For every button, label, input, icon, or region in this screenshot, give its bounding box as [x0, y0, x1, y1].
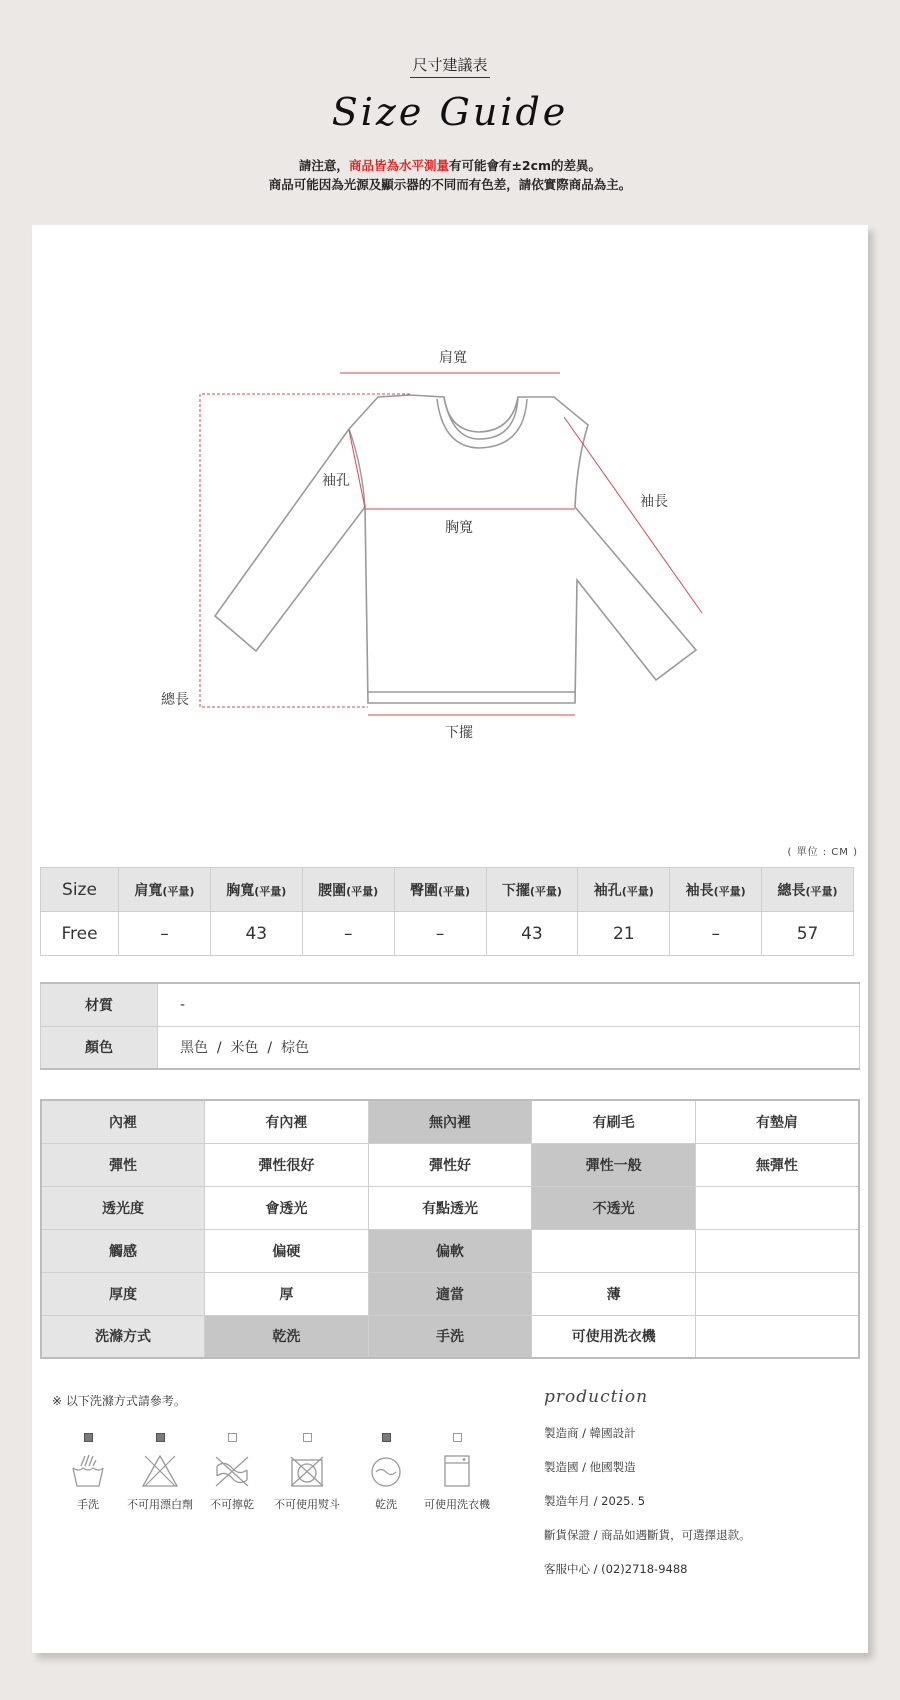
sleeve-line	[564, 417, 702, 613]
collar-outer	[437, 399, 527, 448]
label-hem: 下擺	[445, 725, 473, 741]
label-armhole: 袖孔	[322, 473, 350, 489]
sweater-outline	[215, 395, 696, 703]
attribute-option: 有點透光	[368, 1186, 532, 1229]
care-note: ※ 以下洗滌方式請參考。	[52, 1394, 186, 1408]
attribute-option: 彈性一般	[532, 1143, 696, 1186]
table-row	[41, 912, 854, 956]
attribute-option: 無內裡	[368, 1100, 532, 1143]
attribute-label: 厚度	[41, 1272, 205, 1315]
care-checkbox	[382, 1433, 391, 1442]
col-header: 肩寬(平量)	[119, 868, 211, 912]
page-title: Size Guide	[331, 90, 569, 134]
size-table-header	[41, 868, 854, 912]
no-wring-icon	[213, 1454, 251, 1488]
value-cell: –	[302, 912, 394, 956]
attribute-option: 不透光	[532, 1186, 696, 1229]
material-table	[40, 982, 860, 1070]
material-label: 材質	[41, 983, 158, 1026]
care-item	[120, 1433, 200, 1512]
attribute-option: 會透光	[205, 1186, 369, 1229]
attribute-option	[695, 1315, 859, 1358]
col-header: 胸寬(平量)	[210, 868, 302, 912]
armhole-line	[349, 430, 365, 508]
color-label: 顏色	[41, 1026, 158, 1069]
attribute-label: 彈性	[41, 1143, 205, 1186]
care-label: 乾洗	[375, 1498, 397, 1511]
size-cell: Free	[41, 912, 119, 956]
attribute-option: 有墊肩	[695, 1100, 859, 1143]
attribute-row	[41, 1315, 859, 1358]
value-cell: –	[670, 912, 762, 956]
attribute-option: 手洗	[368, 1315, 532, 1358]
attribute-option: 適當	[368, 1272, 532, 1315]
attribute-option	[695, 1186, 859, 1229]
attribute-option: 可使用洗衣機	[532, 1315, 696, 1358]
attribute-option: 有刷毛	[532, 1100, 696, 1143]
attribute-option: 有內裡	[205, 1100, 369, 1143]
production-country: 製造國 / 他國製造	[544, 1460, 636, 1474]
care-checkbox	[228, 1433, 237, 1442]
material-row	[41, 983, 860, 1026]
attribute-row	[41, 1100, 859, 1143]
care-label: 手洗	[77, 1498, 99, 1511]
care-checkbox	[84, 1433, 93, 1442]
attribute-label: 觸感	[41, 1229, 205, 1272]
col-header: 袖孔(平量)	[578, 868, 670, 912]
attribute-option	[532, 1229, 696, 1272]
col-header: 腰圍(平量)	[302, 868, 394, 912]
care-label: 不可用漂白劑	[127, 1498, 193, 1511]
care-checkbox	[453, 1433, 462, 1442]
total-length-line	[200, 394, 410, 707]
no-bleach-icon	[141, 1454, 179, 1488]
kicker: 尺寸建議表	[0, 54, 900, 75]
col-header: 下擺(平量)	[486, 868, 578, 912]
value-cell: –	[119, 912, 211, 956]
production-maker: 製造商 / 韓國設計	[544, 1426, 636, 1440]
care-checkbox	[303, 1433, 312, 1442]
attribute-table	[40, 1099, 860, 1359]
attribute-option: 偏軟	[368, 1229, 532, 1272]
machine-wash-icon	[438, 1454, 476, 1488]
value-cell: 43	[486, 912, 578, 956]
size-header: Size	[41, 868, 119, 912]
label-total-length: 總長	[161, 692, 189, 708]
dry-clean-icon	[367, 1454, 405, 1488]
color-values: 黑色 / 米色 / 棕色	[158, 1026, 860, 1069]
hand-wash-icon	[69, 1454, 107, 1488]
unit-label: ( 單位 : CM )	[787, 847, 858, 858]
care-item	[267, 1433, 347, 1512]
care-label: 不可擰乾	[210, 1498, 254, 1511]
attribute-option: 彈性好	[368, 1143, 532, 1186]
color-row	[41, 1026, 860, 1069]
label-chest: 胸寬	[445, 520, 473, 536]
value-cell: –	[394, 912, 486, 956]
care-label: 可使用洗衣機	[424, 1498, 490, 1511]
label-sleeve: 袖長	[640, 494, 668, 510]
attribute-option	[695, 1229, 859, 1272]
sweater-diagram	[32, 225, 868, 785]
care-label: 不可使用熨斗	[274, 1498, 340, 1511]
attribute-option: 厚	[205, 1272, 369, 1315]
attribute-row	[41, 1143, 859, 1186]
color-note: 商品可能因為光源及顯示器的不同而有色差，請依實際商品為主。	[268, 177, 632, 192]
col-header: 臀圍(平量)	[394, 868, 486, 912]
care-item	[346, 1433, 426, 1512]
size-guide-card	[32, 225, 868, 1653]
value-cell: 57	[762, 912, 854, 956]
value-cell: 21	[578, 912, 670, 956]
attribute-row	[41, 1229, 859, 1272]
care-item	[417, 1433, 497, 1512]
measurement-note: 請注意，商品皆為水平測量有可能會有±2cm的差異。	[298, 158, 602, 173]
attribute-row	[41, 1272, 859, 1315]
attribute-option: 薄	[532, 1272, 696, 1315]
attribute-option: 彈性很好	[205, 1143, 369, 1186]
attribute-row	[41, 1186, 859, 1229]
size-table	[40, 867, 854, 956]
production-date: 製造年月 / 2025. 5	[544, 1494, 646, 1508]
col-header: 袖長(平量)	[670, 868, 762, 912]
attribute-label: 透光度	[41, 1186, 205, 1229]
attribute-label: 內裡	[41, 1100, 205, 1143]
attribute-option	[695, 1272, 859, 1315]
label-shoulder: 肩寬	[439, 350, 467, 366]
attribute-option: 無彈性	[695, 1143, 859, 1186]
material-value: -	[158, 983, 860, 1026]
care-item	[48, 1433, 128, 1512]
attribute-option: 偏硬	[205, 1229, 369, 1272]
col-header: 總長(平量)	[762, 868, 854, 912]
care-item	[192, 1433, 272, 1512]
measurement-note-highlight: 商品皆為水平測量	[348, 158, 449, 173]
attribute-label: 洗滌方式	[41, 1315, 205, 1358]
production-title: production	[544, 1387, 649, 1407]
value-cell: 43	[210, 912, 302, 956]
care-checkbox	[156, 1433, 165, 1442]
no-tumble-dry-icon	[288, 1454, 326, 1488]
attribute-option: 乾洗	[205, 1315, 369, 1358]
production-service: 客服中心 / (02)2718-9488	[544, 1562, 688, 1576]
production-guarantee: 斷貨保證 / 商品如遇斷貨，可選擇退款。	[544, 1528, 751, 1542]
